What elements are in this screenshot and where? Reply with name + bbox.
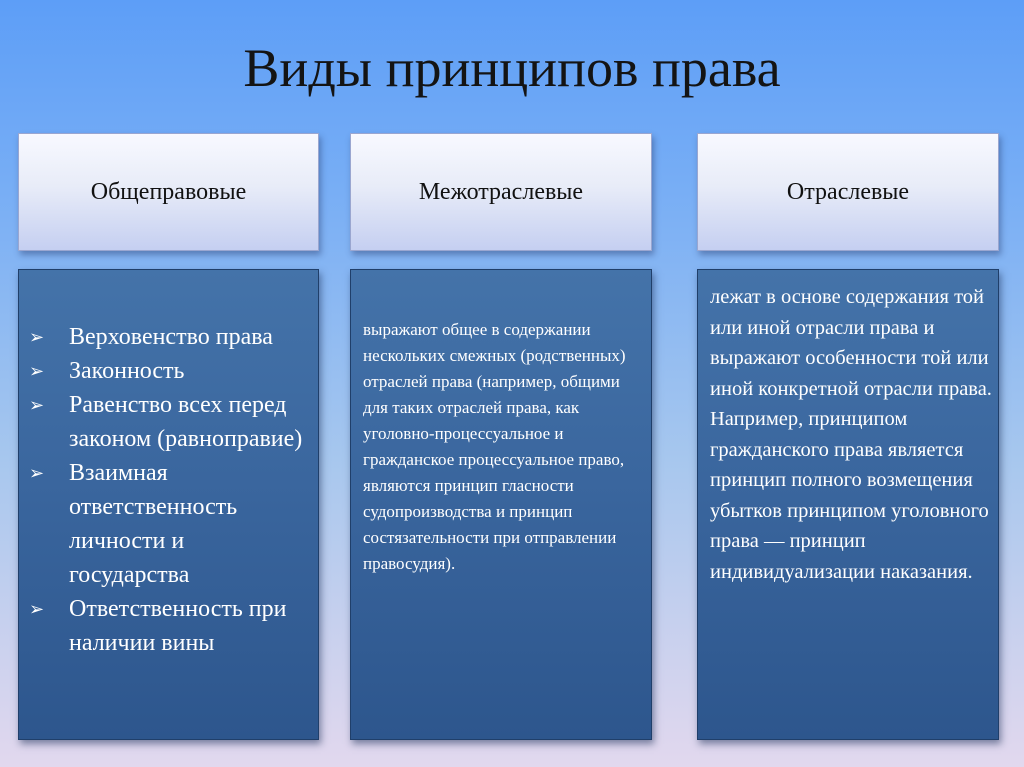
header-general-label: Общеправовые <box>90 178 247 205</box>
arrow-bullet-icon: ➢ <box>29 327 45 347</box>
list-item-text: Законность <box>69 358 185 384</box>
arrow-bullet-icon: ➢ <box>29 361 45 381</box>
arrow-bullet-icon: ➢ <box>29 599 45 619</box>
header-branch-label: Отраслевые <box>786 178 910 205</box>
general-bullet-list <box>29 320 310 660</box>
header-inter-label: Межотраслевые <box>418 178 584 205</box>
list-item <box>29 354 310 388</box>
header-general <box>18 133 319 251</box>
list-item-text: Ответственность при наличии вины <box>69 596 287 656</box>
branch-description: лежат в основе содержания той или иной отрасли права и выражают особенности той или иной конкретной отрасли права. Например, принципом гражданского права является принцип полного возмещения убытков принципом уголовного права — принцип индивидуализации наказания. <box>710 286 992 583</box>
inter-description: выражают общее в содержании нескольких смежных (родственных) отраслей права (например, общими для таких отраслей права, как уголовно-процессуальное и гражданское процессуальное право, являются принцип гласности судопроизводства и принцип состязательности при отправлении правосудия). <box>363 320 626 573</box>
list-item <box>29 388 310 456</box>
slide-title: Виды принципов права <box>243 38 781 98</box>
arrow-bullet-icon: ➢ <box>29 395 45 415</box>
content-branch <box>697 269 999 740</box>
list-item <box>29 592 310 660</box>
content-general <box>18 269 319 740</box>
arrow-bullet-icon: ➢ <box>29 463 45 483</box>
header-branch <box>697 133 999 251</box>
header-inter <box>350 133 652 251</box>
list-item <box>29 320 310 354</box>
list-item-text: Равенство всех перед законом (равноправие) <box>69 392 303 452</box>
list-item-text: Взаимная ответственность личности и государства <box>69 460 238 588</box>
list-item-text: Верховенство права <box>69 324 273 350</box>
content-inter <box>350 269 652 740</box>
list-item <box>29 456 310 592</box>
